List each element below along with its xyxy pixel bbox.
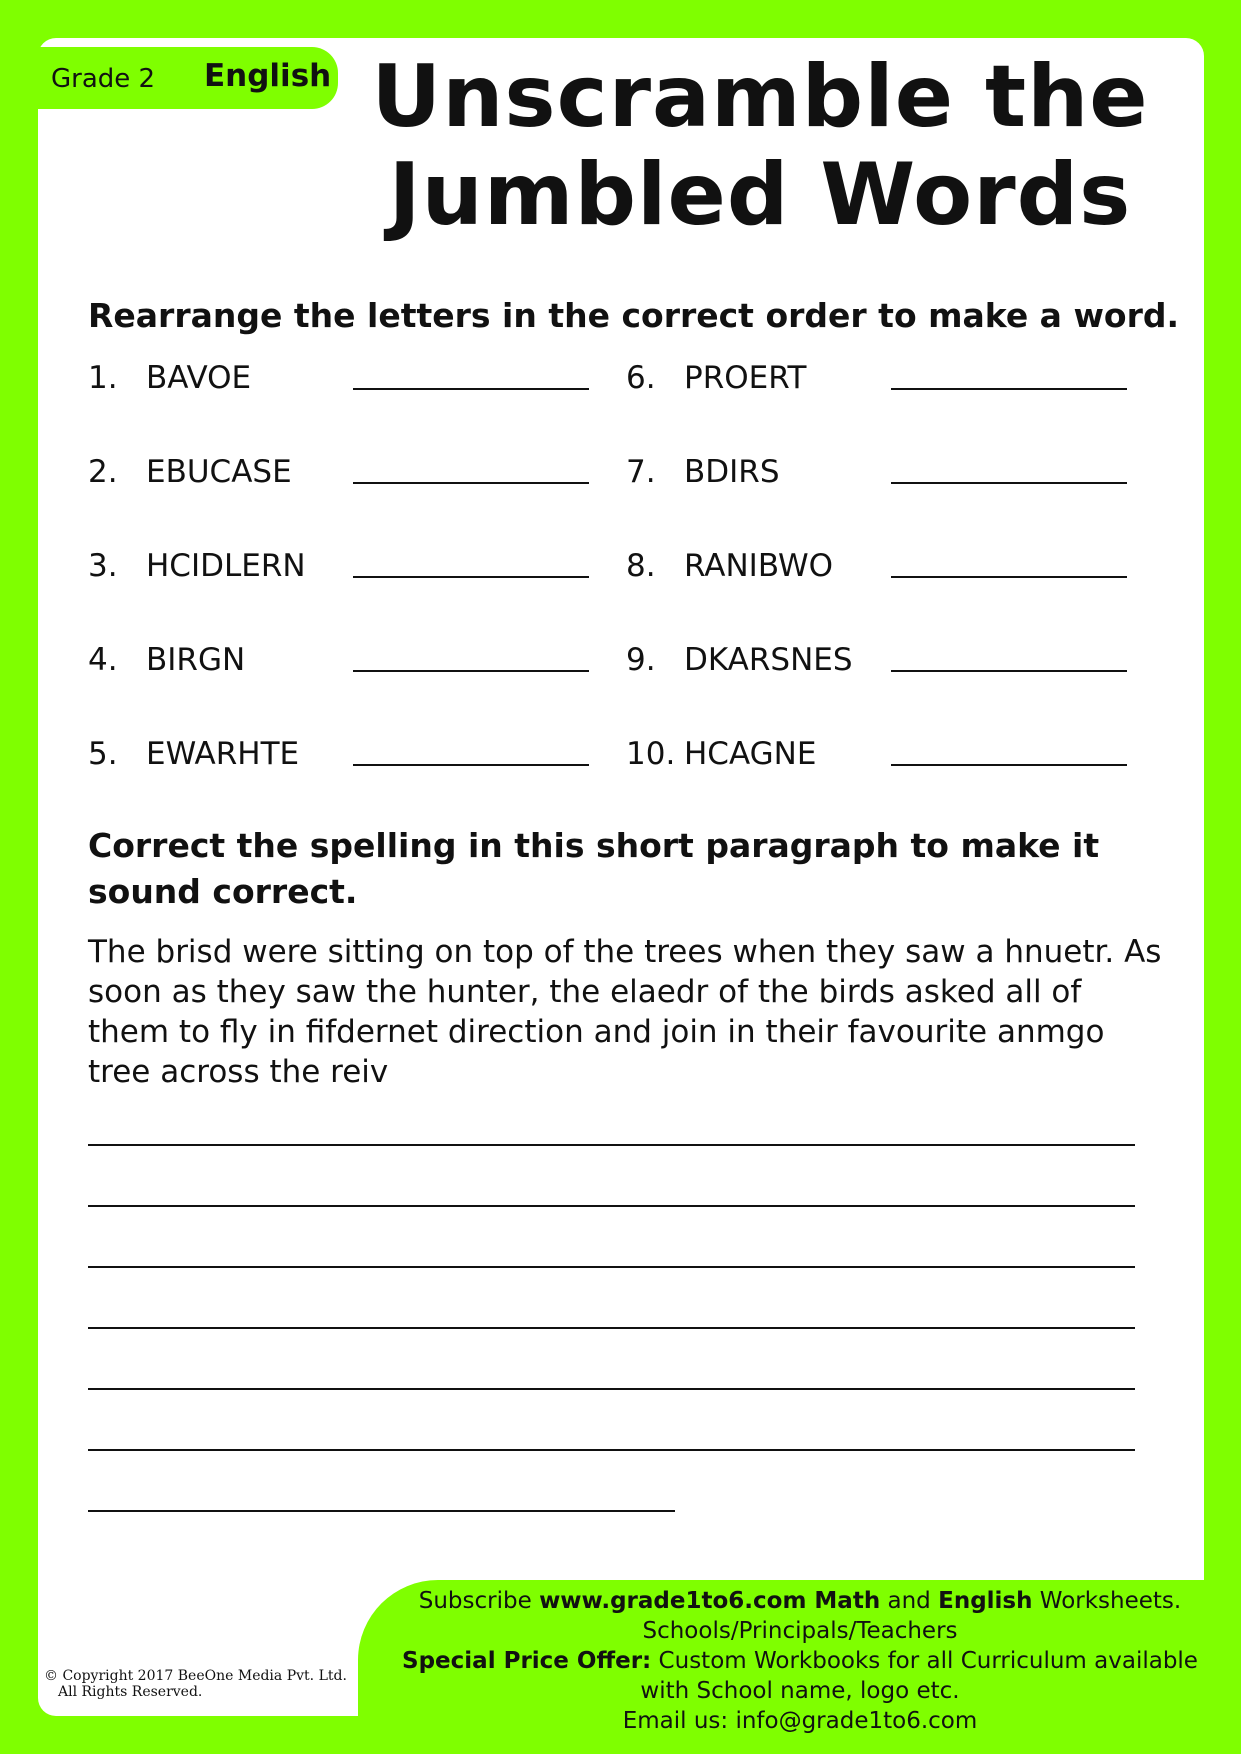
title-line-2: Jumbled Words xyxy=(388,145,1132,245)
answer-blank[interactable] xyxy=(891,670,1127,672)
copyright-line-2: All Rights Reserved. xyxy=(58,1684,203,1700)
answer-line[interactable] xyxy=(88,1510,675,1512)
item-number: 9. xyxy=(626,642,656,678)
answer-blank[interactable] xyxy=(353,482,589,484)
copyright-notice xyxy=(44,1668,347,1700)
misspelled-paragraph: The brisd were sitting on top of the trees when they saw a hnuetr. As soon as they saw the hunter, the elaedr of the birds asked all of them to fly in fifdernet direction and join in their favourite anmgo tree across the reiv xyxy=(88,934,1162,1090)
answer-line[interactable] xyxy=(88,1144,1135,1146)
jumbled-word: EWARHTE xyxy=(146,736,300,772)
answer-line[interactable] xyxy=(88,1327,1135,1329)
jumbled-word: HCAGNE xyxy=(684,736,817,772)
footer-promo xyxy=(370,1586,1230,1736)
answer-blank[interactable] xyxy=(891,764,1127,766)
footer-line-3 xyxy=(370,1646,1230,1676)
answer-blank[interactable] xyxy=(353,576,589,578)
footer-text: Subscribe xyxy=(418,1588,540,1614)
copyright-line-1: © Copyright 2017 BeeOne Media Pvt. Ltd. xyxy=(44,1668,347,1684)
item-number: 7. xyxy=(626,454,656,490)
title-line-1: Unscramble the xyxy=(371,47,1149,147)
subject-label: English xyxy=(204,58,332,94)
answer-blank[interactable] xyxy=(353,764,589,766)
jumbled-word: DKARSNES xyxy=(684,642,853,678)
item-number: 5. xyxy=(88,736,118,772)
grade-label: Grade 2 xyxy=(51,64,156,94)
footer-line-5: Email us: info@grade1to6.com xyxy=(622,1708,978,1734)
footer-line-4: with School name, logo etc. xyxy=(640,1678,960,1704)
item-number: 10. xyxy=(626,736,676,772)
answer-blank[interactable] xyxy=(891,482,1127,484)
jumbled-word: HCIDLERN xyxy=(146,548,306,584)
jumbled-word: EBUCASE xyxy=(146,454,292,490)
jumbled-word: BDIRS xyxy=(684,454,780,490)
footer-text: Custom Workbooks for all Curriculum available xyxy=(651,1648,1198,1674)
answer-line[interactable] xyxy=(88,1266,1135,1268)
footer-text: Worksheets. xyxy=(1032,1588,1182,1614)
item-number: 4. xyxy=(88,642,118,678)
footer-text: and xyxy=(880,1588,939,1614)
section2-instruction: Correct the spelling in this short paragraph to make it sound correct. xyxy=(88,826,1100,911)
footer-line-1 xyxy=(370,1586,1230,1616)
item-number: 8. xyxy=(626,548,656,584)
worksheet-title xyxy=(350,48,1170,244)
footer-website: www.grade1to6.com Math xyxy=(539,1588,881,1614)
section1-instruction: Rearrange the letters in the correct order to make a word. xyxy=(88,296,1180,335)
answer-blank[interactable] xyxy=(891,388,1127,390)
answer-blank[interactable] xyxy=(891,576,1127,578)
item-number: 3. xyxy=(88,548,118,584)
jumbled-word: PROERT xyxy=(684,360,807,396)
footer-subject: English xyxy=(938,1588,1033,1614)
answer-line[interactable] xyxy=(88,1388,1135,1390)
answer-blank[interactable] xyxy=(353,388,589,390)
item-number: 1. xyxy=(88,360,118,396)
answer-line[interactable] xyxy=(88,1205,1135,1207)
item-number: 6. xyxy=(626,360,656,396)
answer-blank[interactable] xyxy=(353,670,589,672)
footer-offer-label: Special Price Offer: xyxy=(402,1648,652,1674)
jumbled-word: RANIBWO xyxy=(684,548,834,584)
footer-line-2: Schools/Principals/Teachers xyxy=(642,1618,958,1644)
answer-line[interactable] xyxy=(88,1449,1135,1451)
jumbled-word: BIRGN xyxy=(146,642,246,678)
item-number: 2. xyxy=(88,454,118,490)
jumbled-word: BAVOE xyxy=(146,360,252,396)
